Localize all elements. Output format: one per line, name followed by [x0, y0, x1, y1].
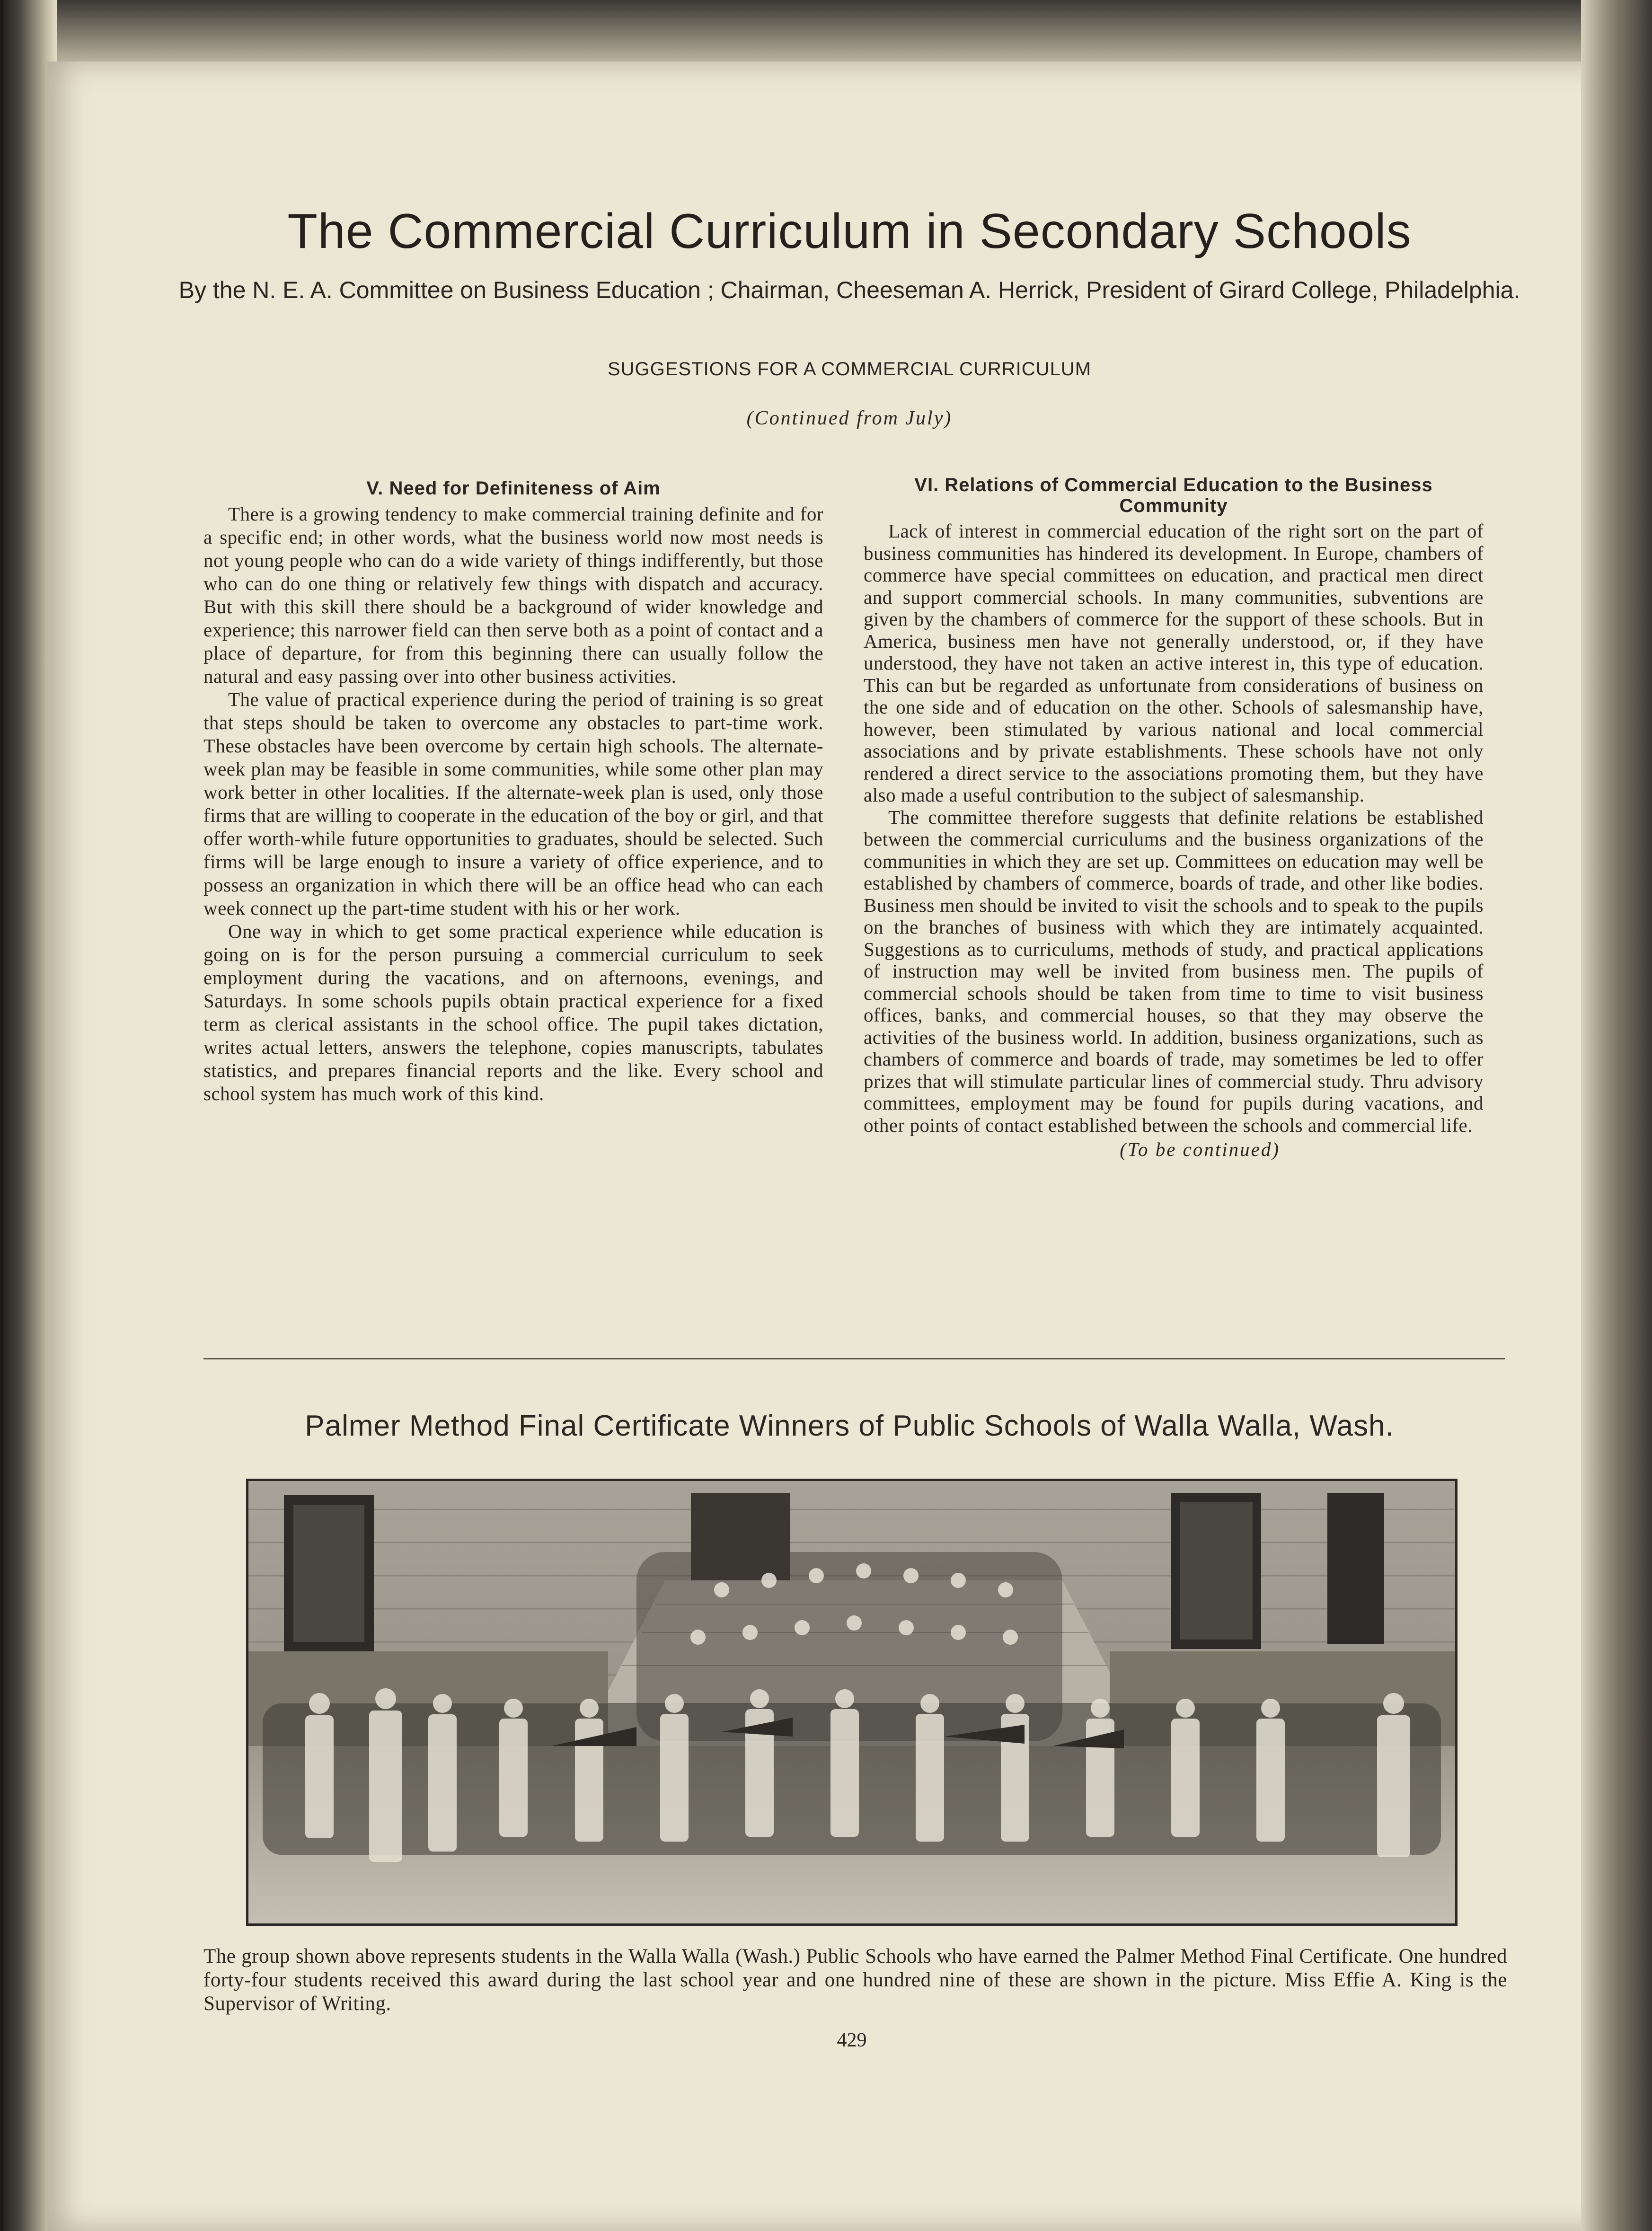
paragraph: There is a growing tendency to make commercial training definite and for a specific end; in other words, what the business world now most needs is not young people who can do a wide variety of things indifferently, but those who can do one thing or relatively few things with dispatch and accuracy. But with this skill there should be a background of wider knowledge and experience; this narrower field can then serve both as a point of contact and a place of departure, for from this beginning there can usually follow the natural and easy passing over into other business activities. [203, 503, 823, 687]
scan-top-margin [0, 0, 1652, 62]
page-number: 429 [837, 2029, 867, 2051]
right-column [864, 475, 1484, 1161]
scan-left-edge [0, 0, 3, 2231]
group-photograph [246, 1479, 1458, 1926]
article-title: The Commercial Curriculum in Secondary Schools [287, 204, 1412, 259]
to-be-continued-note: (To be continued) [1120, 1138, 1280, 1160]
left-column [203, 478, 823, 1105]
photo-section-title: Palmer Method Final Certificate Winners of Public Schools of Walla Walla, Wash. [305, 1410, 1394, 1442]
continued-note: (Continued from July) [746, 407, 953, 429]
article-byline: By the N. E. A. Committee on Business Education ; Chairman, Cheeseman A. Herrick, President of Girard College, Philadelphia. [178, 277, 1520, 303]
paragraph: The value of practical experience during the period of training is so great that steps should be taken to overcome any obstacles to part-time work. These obstacles have been overcome by certain high schools. The alternate-week plan may be feasible in some communities, while some other plan may work better in other localities. If the alternate-week plan is used, only those firms that are willing to cooperate in the education of the boy or girl, and that offer worth-while future opportunities to graduates, should be selected. Such firms will be large enough to insure a variety of office experience, and to possess an organization in which there will be an office head who can each week connect up the part-time student with his or her work. [203, 688, 823, 919]
group-photo-illustration [248, 1481, 1455, 1923]
section-heading-v: V. Need for Definiteness of Aim [366, 478, 661, 499]
paragraph: The committee therefore suggests that definite relations be established between the commercial curriculums and the business organizations of the communities in which they are set up. Committees on education may well be established by chambers of commerce, boards of trade, and other like bodies. Business men should be invited to visit the schools and to speak to the pupils on the branches of business with which they are intimately acquainted. Suggestions as to curriculums, methods of study, and practical applications of instruction may well be invited from business men. The pupils of commercial schools should be taken from time to time to visit business offices, banks, and commercial houses, so that they may observe the activities of the business world. In addition, business organizations, such as chambers of commerce and boards of trade, may sometimes be led to offer prizes that will stimulate particular lines of commercial study. Thru advisory committees, employment may be found for pupils during vacations, and other points of contact established between the schools and commercial life. [864, 806, 1484, 1136]
article-subheading: SUGGESTIONS FOR A COMMERCIAL CURRICULUM [607, 359, 1092, 379]
paragraph: Lack of interest in commercial education of the right sort on the part of business communities has hindered its development. In Europe, chambers of commerce have special committees on education, and practical men direct and support commercial schools. In many communities, subventions are given by the chambers of commerce for the support of these schools. But in America, business men have not generally understood, or, if they have understood, they have not taken an active interest in, this type of education. This can but be regarded as unfortunate from considerations of business on the one side and of education on the other. Schools of salesmanship have, however, been stimulated by various national and local commercial associations and by private establishments. These schools have not only rendered a direct service to the associations promoting them, but they have also made a useful contribution to the subject of salesmanship. [864, 520, 1484, 806]
scan-right-margin [1581, 0, 1652, 2231]
section-heading-vi: VI. Relations of Commercial Education to the Business Community [914, 475, 1433, 516]
paragraph: One way in which to get some practical experience while education is going on is for the person pursuing a commercial curriculum to seek employment during the vacations, and on afternoons, evenings, and Saturdays. In some schools pupils obtain practical experience for a fixed term as clerical assistants in the school office. The pupil takes dictation, writes actual letters, answers the telephone, copies manuscripts, tabulates statistics, and prepares financial reports and the like. Every school and school system has much work of this kind. [203, 920, 823, 1104]
section-divider [203, 1358, 1505, 1359]
photo-caption: The group shown above represents students in the Walla Walla (Wash.) Public Schools who have earned the Palmer Method Final Certificate. One hundred forty-four students received this award during the last school year and one hundred nine of these are shown in the picture. Miss Effie A. King is the Supervisor of Writing. [203, 1945, 1507, 2015]
